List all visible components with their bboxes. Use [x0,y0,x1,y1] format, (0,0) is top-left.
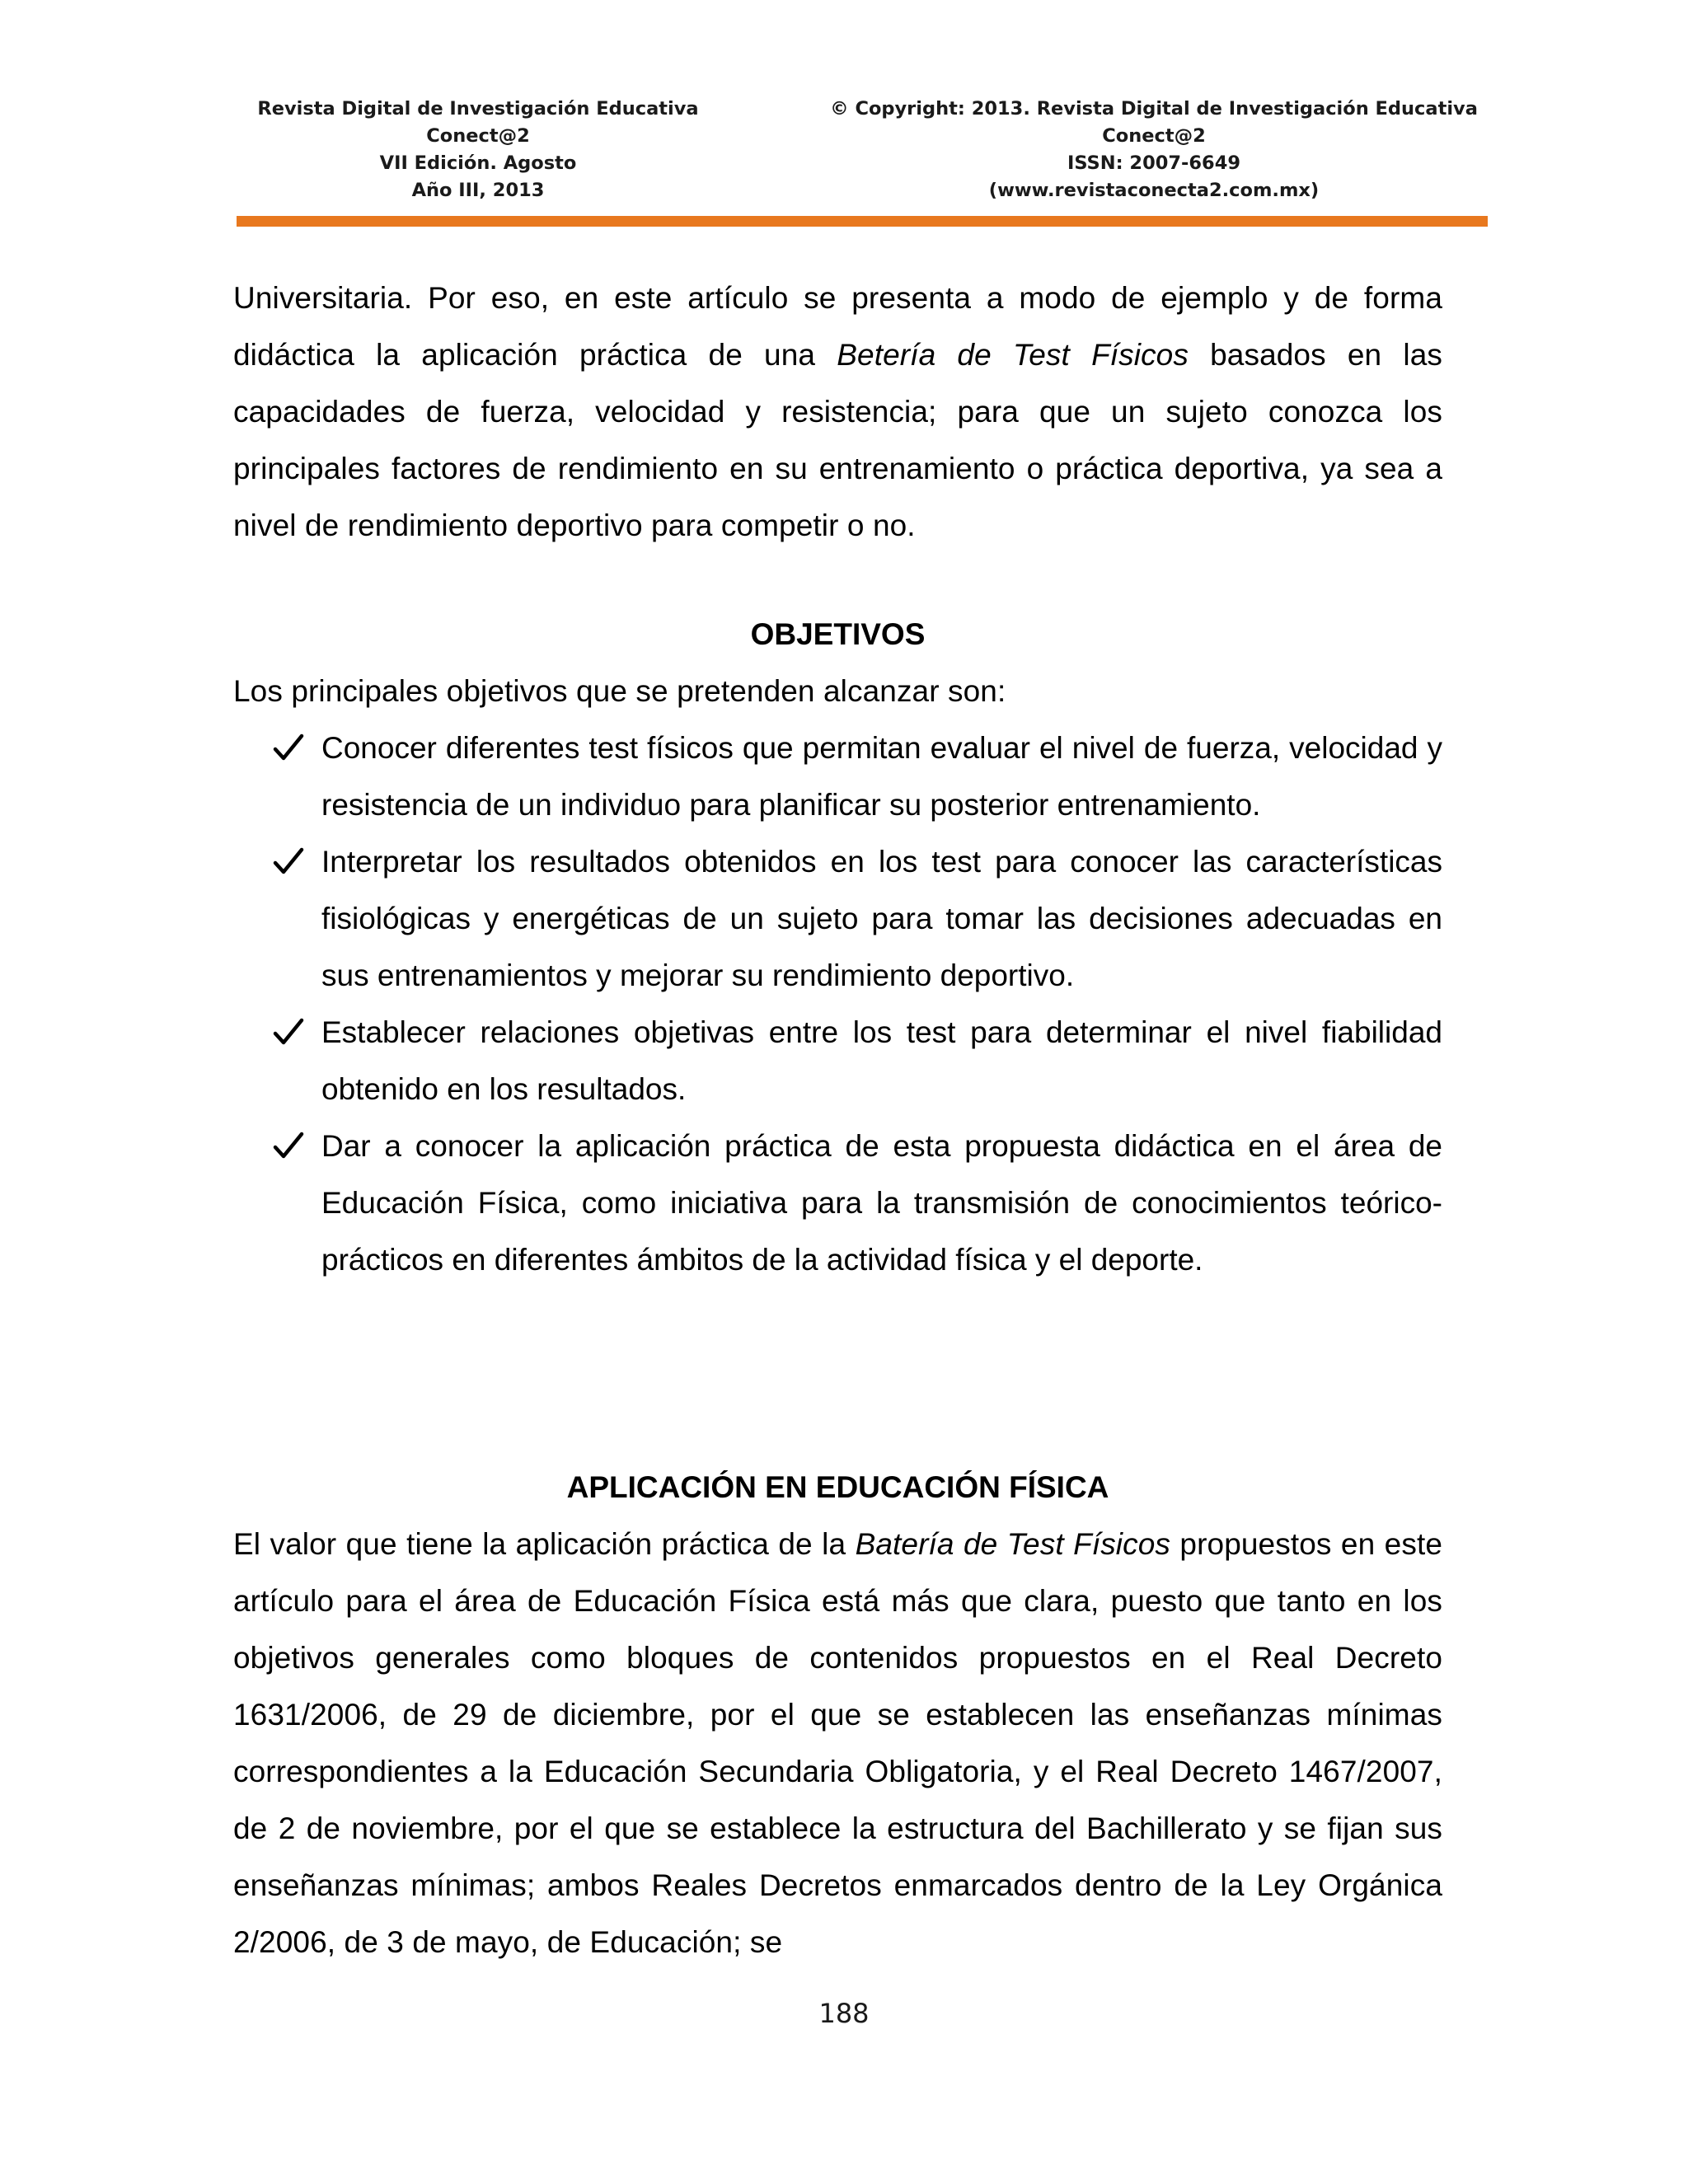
header-journal-name: Conect@2 [426,125,530,147]
checkmark-icon [272,1004,305,1061]
aplicacion-italic-term: Batería de Test Físicos [855,1527,1170,1561]
header-issn: ISSN: 2007-6649 [1067,152,1240,174]
objetivos-heading: OBJETIVOS [750,617,926,651]
checkmark-icon [272,1118,305,1174]
header-journal-name-right: Conect@2 [1102,125,1206,147]
header-copyright: © Copyright: 2013. Revista Digital de Investigación Educativa [830,98,1478,120]
list-item-text: Interpretar los resultados obtenidos en los test para conocer las características fisiológicas y energéticas de un sujeto para tomar las decisiones adecuadas en sus entrenamientos y mejorar su rendimiento deportivo. [321,845,1442,992]
page-number: 188 [818,1998,870,2029]
aplicacion-paragraph [233,1516,1442,1971]
list-item-text: Establecer relaciones objetivas entre los test para determinar el nivel fiabilidad obtenido en los resultados. [321,1015,1442,1106]
aplicacion-text-2: propuestos en este artículo para el área de Educación Física está más que clara, puesto que tanto en los objetivos generales como bloques de contenidos propuestos en el Real Decreto 1631/2006, de 29 de diciembre, por el que se establecen las enseñanzas mínimas correspondientes a la Educación Secundaria Obligatoria, y el Real Decreto 1467/2007, de 2 de noviembre, por el que se establece la estructura del Bachillerato y se fijan sus enseñanzas mínimas; ambos Reales Decretos enmarcados dentro de la Ley Orgánica 2/2006, de 3 de mayo, de Educación; se [233,1527,1443,1959]
objetivos-list [233,719,1442,1288]
list-item [233,719,1442,833]
aplicacion-text-1: El valor que tiene la aplicación práctica de la [233,1527,856,1561]
checkmark-icon [272,719,305,776]
header-year: Año III, 2013 [411,180,545,201]
list-item [233,1118,1442,1288]
header-website: (www.revistaconecta2.com.mx) [988,180,1320,201]
list-item [233,833,1442,1004]
list-item-text: Dar a conocer la aplicación práctica de esta propuesta didáctica en el área de Educación Física, como iniciativa para la transmisión de conocimientos teórico-prácticos en diferentes ámbitos de la actividad física y el deporte. [321,1129,1442,1277]
checkmark-icon [272,833,305,890]
header-journal-info [239,96,717,204]
intro-italic-term: Betería de Test Físicos [837,338,1189,372]
list-item [233,1004,1442,1118]
header-copyright-info [820,96,1488,204]
intro-text-1: Universitaria. Por eso, en este artículo se presenta a modo de ejemplo y de forma didáctica la aplicación práctica de una [233,281,1442,372]
intro-paragraph [233,269,1442,554]
aplicacion-heading: APLICACIÓN EN EDUCACIÓN FÍSICA [566,1470,1109,1504]
header-divider [237,216,1488,227]
list-item-text: Conocer diferentes test físicos que permitan evaluar el nivel de fuerza, velocidad y resistencia de un individuo para planificar su posterior entrenamiento. [321,731,1442,822]
header-journal-title: Revista Digital de Investigación Educativa [257,98,699,120]
objetivos-lead: Los principales objetivos que se pretenden alcanzar son: [233,674,1006,708]
intro-text-2: basados en las capacidades de fuerza, velocidad y resistencia; para que un sujeto conozca los principales factores de rendimiento en su entrenamiento o práctica deportiva, ya sea a nivel de rendimiento deportivo para competir o no. [233,338,1443,542]
header-edition: VII Edición. Agosto [379,152,577,174]
